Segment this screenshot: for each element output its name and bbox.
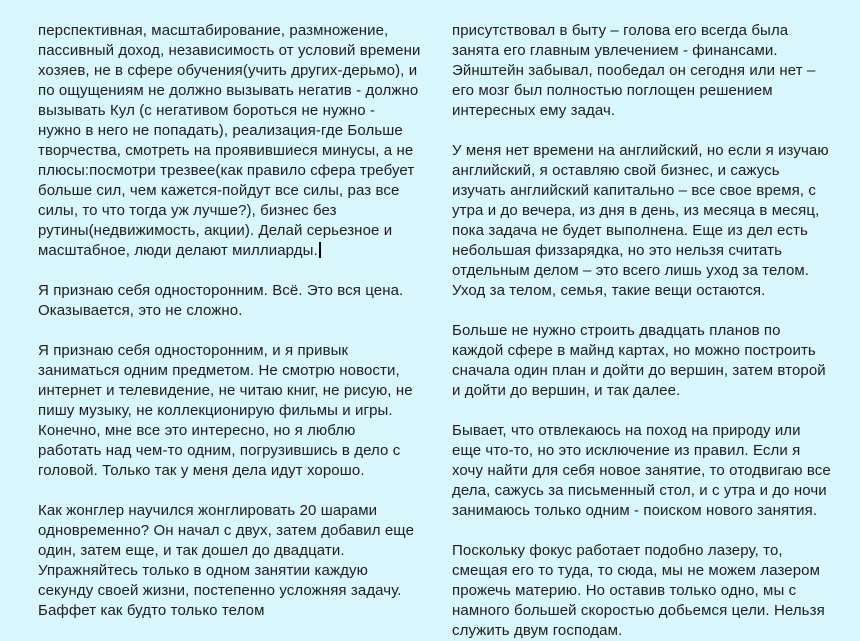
paragraph-text: перспективная, масштабирование, размножение, пассивный доход, независимость от условий времени хозяев, не в сфере обучения(учить других-дерьмо), и по ощущениям не должно вызывать негатив - должно вызывать Кул (с негативом бороться не нужно - нужно в него не попадать), реализация-где Больше творчества, смотреть на проявившиеся минусы, а не плюсы:посмотри трезвее(как правило сфера требует больше сил, чем кажется-пойдут все силы, раз все силы, то что тогда уж лучше?), бизнес без рутины(недвижимость, акции). Делай серьезное и масштабное, люди делают миллиарды. [38, 22, 421, 259]
paragraph[interactable] [452, 421, 834, 521]
text-column-right [452, 21, 834, 639]
paragraph[interactable] [452, 321, 834, 401]
paragraph-text: Больше не нужно строить двадцать планов по каждой сфере в майнд картах, но можно построить сначала один план и дойти до вершин, затем второй и дойти до вершин, и так далее. [452, 322, 826, 399]
paragraph-text: Как жонглер научился жонглировать 20 шарами одновременно? Он начал с двух, затем добавил еще один, затем еще, и так дошел до двадцати. Упражняйтесь только в одном занятии каждую секунду своей жизни, постепенно усложняя задачу. Баффет как будто только телом [38, 502, 415, 619]
paragraph[interactable] [38, 501, 422, 621]
paragraph[interactable] [38, 281, 422, 321]
paragraph[interactable] [452, 141, 834, 301]
text-column-left [38, 21, 422, 619]
paragraph-text: Бывает, что отвлекаюсь на поход на природу или еще что-то, но это исключение из правил. Если я хочу найти для себя новое занятие, то отодвигаю все дела, сажусь за письменный стол, и с утра и до ночи занимаюсь только одним - поиском нового занятия. [452, 422, 831, 519]
paragraph-text: Я признаю себя односторонним, и я привык заниматься одним предметом. Не смотрю новости, интернет и телевидение, не читаю книг, не рисую, не пишу музыку, не коллекционирую фильмы и игры. Конечно, мне все это интересно, но я люблю работать над чем-то одним, погрузившись в дело с головой. Только так у меня дела идут хорошо. [38, 342, 413, 479]
paragraph[interactable] [452, 21, 834, 121]
paragraph-text: У меня нет времени на английский, но если я изучаю английский, я оставляю свой бизнес, и сажусь изучать английский капитально – все свое время, с утра и до вечера, из дня в день, из месяца в месяц, пока задача не будет выполнена. Еще из дел есть небольшая физзарядка, но это нельзя считать отдельным делом – это всего лишь уход за телом. Уход за телом, семья, такие вещи остаются. [452, 142, 829, 299]
paragraph[interactable] [38, 341, 422, 481]
paragraph[interactable] [38, 21, 422, 261]
paragraph-text: Поскольку фокус работает подобно лазеру, то, смещая его то туда, то сюда, мы не можем лазером прожечь материю. Но оставив только одно, мы с намного большей скоростью добьемся цели. Нельзя служить двум господам. [452, 542, 825, 639]
paragraph-text: присутствовал в быту – голова его всегда была занята его главным увлечением - финансами. Эйнштейн забывал, пообедал он сегодня или нет – его мозг был полностью поглощен решением интересных ему задач. [452, 22, 816, 119]
text-caret [319, 242, 321, 258]
paragraph-text: Я признаю себя односторонним. Всё. Это вся цена. Оказывается, это не сложно. [38, 282, 404, 319]
paragraph[interactable] [452, 541, 834, 641]
